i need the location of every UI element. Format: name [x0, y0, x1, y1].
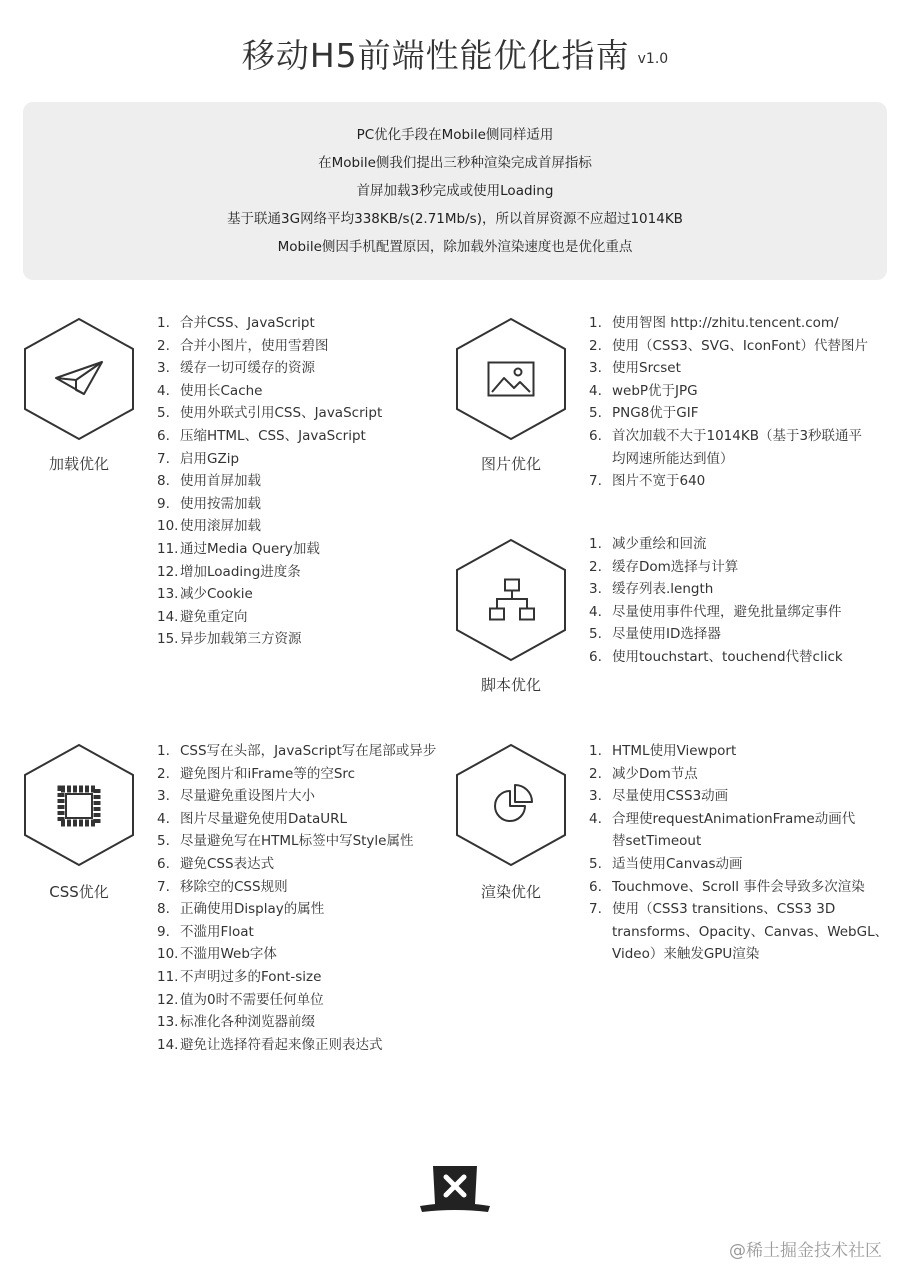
item-number: 2. [157, 765, 170, 782]
item-text: 避免重定向 [180, 608, 248, 625]
item-text: 缓存Dom选择与计算 [612, 558, 739, 575]
item-number: 11. [157, 968, 179, 985]
item-number: 4. [589, 382, 602, 399]
list-item [157, 785, 436, 808]
item-text: 减少重绘和回流 [612, 536, 707, 552]
item-text: 均网速所能达到值） [612, 450, 734, 467]
item-number: 2. [157, 337, 170, 354]
item-number: 7. [589, 901, 602, 918]
item-number [589, 830, 612, 853]
item-text: 缓存列表.length [612, 581, 714, 598]
list-item [157, 515, 382, 538]
stamp-frame-icon [56, 784, 102, 832]
item-text: Video）来触发GPU渲染 [612, 946, 760, 963]
item-text: 替setTimeout [612, 833, 702, 850]
summary-line: Mobile侧因手机配置原因，除加载外渲染速度也是优化重点 [277, 239, 633, 255]
list-item [589, 470, 868, 493]
item-number: 6. [589, 427, 602, 444]
item-number: 5. [589, 405, 602, 422]
item-number: 2. [589, 765, 602, 782]
load-list [157, 312, 382, 651]
list-item [157, 921, 436, 944]
item-text: 减少Dom节点 [612, 765, 698, 782]
item-number: 5. [589, 626, 602, 643]
list-item [157, 335, 382, 358]
item-number: 14. [157, 608, 179, 625]
list-item [589, 312, 868, 335]
item-text: 避免CSS表达式 [180, 855, 275, 872]
item-text: 使用外联式引用CSS、JavaScript [180, 405, 383, 422]
summary-line: 在Mobile侧我们提出三秒种渲染完成首屏指标 [318, 155, 592, 171]
watermark: @稀土掘金技术社区 [729, 1241, 882, 1261]
item-number: 1. [157, 743, 170, 759]
list-item [157, 740, 436, 763]
list-item [157, 312, 382, 335]
render-list [589, 740, 888, 966]
item-number: 1. [589, 743, 602, 759]
item-text: 启用GZip [180, 450, 240, 467]
item-number: 3. [589, 788, 602, 805]
list-item [157, 448, 382, 471]
item-number: 7. [157, 878, 170, 895]
script-list [589, 533, 843, 669]
section-label: 脚本优化 [480, 676, 541, 694]
item-text: 适当使用Canvas动画 [612, 855, 743, 872]
list-item [589, 533, 843, 556]
item-text: 通过Media Query加载 [180, 540, 320, 557]
item-number [589, 921, 612, 944]
item-text: PNG8优于GIF [612, 405, 699, 422]
item-text: 使用（CSS3、SVG、IconFont）代替图片 [612, 337, 869, 354]
item-number: 5. [157, 405, 170, 422]
item-number: 2. [589, 558, 602, 575]
list-item [157, 898, 436, 921]
list-item [157, 380, 382, 403]
list-item [157, 583, 382, 606]
list-item [157, 628, 382, 651]
item-text: CSS写在头部，JavaScript写在尾部或异步 [180, 743, 437, 759]
item-number: 1. [157, 315, 170, 331]
item-text: 使用touchstart、touchend代替click [612, 648, 843, 665]
item-text: 移除空的CSS规则 [180, 878, 288, 895]
item-number: 4. [157, 810, 170, 827]
list-item [589, 335, 868, 358]
list-item [157, 830, 436, 853]
list-item [589, 763, 888, 786]
item-text: 合并CSS、JavaScript [180, 315, 315, 331]
item-text: 尽量使用事件代理，避免批量绑定事件 [612, 603, 842, 620]
list-item [589, 943, 888, 966]
item-text: webP优于JPG [612, 382, 698, 399]
item-text: 避免图片和iFrame等的空Src [180, 765, 356, 782]
list-item [589, 556, 843, 579]
paper-plane-icon [54, 358, 104, 402]
item-number: 7. [589, 473, 602, 490]
item-text: 不滥用Web字体 [180, 946, 277, 963]
list-item [589, 853, 888, 876]
item-number: 6. [157, 427, 170, 444]
item-number: 12. [157, 991, 179, 1008]
item-text: 减少Cookie [180, 586, 253, 603]
list-item [157, 357, 382, 380]
list-item [589, 402, 868, 425]
item-text: 尽量使用CSS3动画 [612, 788, 729, 805]
item-number: 5. [157, 833, 170, 850]
item-text: 图片不宽于640 [612, 473, 706, 490]
item-text: 首次加载不大于1014KB（基于3秒联通平 [612, 427, 863, 444]
item-text: 不滥用Float [180, 923, 254, 940]
list-item [589, 876, 888, 899]
item-text: 图片尽量避免使用DataURL [180, 810, 348, 827]
list-item [589, 578, 843, 601]
section-label: CSS优化 [49, 883, 109, 901]
item-text: 避免让选择符看起来像正则表达式 [180, 1036, 383, 1053]
list-item [589, 380, 868, 403]
summary-line: 基于联通3G网络平均338KB/s(2.71Mb/s)，所以首屏资源不应超过1014KB [227, 211, 683, 227]
list-item [157, 493, 382, 516]
list-item [157, 606, 382, 629]
list-item [589, 448, 868, 471]
item-text: 异步加载第三方资源 [180, 631, 302, 648]
item-number: 3. [157, 360, 170, 377]
item-number: 14. [157, 1036, 179, 1053]
item-text: 正确使用Display的属性 [180, 901, 325, 918]
item-text: transforms、Opacity、Canvas、WebGL、 [612, 923, 889, 940]
item-number: 10. [157, 518, 179, 535]
list-item [589, 601, 843, 624]
item-text: Touchmove、Scroll 事件会导致多次渲染 [612, 878, 865, 895]
item-text: 使用首屏加载 [180, 473, 261, 490]
list-item [157, 808, 436, 831]
summary-line: 首屏加载3秒完成或使用Loading [356, 183, 554, 199]
pie-chart-icon [489, 782, 535, 832]
list-item [157, 561, 382, 584]
item-number: 3. [589, 360, 602, 377]
image-list [589, 312, 868, 493]
list-item [589, 357, 868, 380]
item-text: 使用Srcset [612, 360, 681, 377]
item-text: 尽量使用ID选择器 [612, 626, 721, 643]
item-number: 10. [157, 946, 179, 963]
list-item [157, 853, 436, 876]
item-number: 9. [157, 495, 170, 512]
item-number: 4. [157, 382, 170, 399]
item-number: 8. [157, 901, 170, 918]
list-item [157, 402, 382, 425]
list-item [157, 876, 436, 899]
item-text: 使用智图 http://zhitu.tencent.com/ [612, 315, 839, 331]
summary-line: PC优化手段在Mobile侧同样适用 [356, 127, 554, 143]
list-item [157, 989, 436, 1012]
list-item [589, 646, 843, 669]
item-number: 13. [157, 586, 179, 603]
item-text: 尽量避免写在HTML标签中写Style属性 [180, 833, 414, 850]
item-number: 6. [157, 855, 170, 872]
picture-icon [487, 361, 535, 401]
list-item [589, 623, 843, 646]
top-hat-logo-icon [418, 1164, 492, 1220]
item-number [589, 943, 612, 966]
item-number: 1. [589, 315, 602, 331]
item-text: 压缩HTML、CSS、JavaScript [180, 427, 366, 444]
item-text: 使用滚屏加载 [180, 518, 261, 535]
item-text: 增加Loading进度条 [180, 563, 301, 580]
list-item [157, 943, 436, 966]
list-item [157, 1011, 436, 1034]
summary-box [23, 102, 887, 280]
list-item [157, 763, 436, 786]
item-text: 缓存一切可缓存的资源 [180, 360, 315, 377]
section-label: 图片优化 [480, 455, 541, 473]
item-number: 1. [589, 536, 602, 552]
list-item [589, 740, 888, 763]
list-item [589, 921, 888, 944]
section-label: 加载优化 [48, 455, 109, 473]
list-item [157, 538, 382, 561]
list-item [589, 830, 888, 853]
item-number: 3. [157, 788, 170, 805]
list-item [589, 785, 888, 808]
item-text: 值为0时不需要任何单位 [180, 991, 324, 1008]
list-item [589, 808, 888, 831]
item-number: 8. [157, 473, 170, 490]
list-item [589, 425, 868, 448]
item-number: 15. [157, 631, 179, 648]
item-text: 合并小图片，使用雪碧图 [180, 337, 329, 354]
item-text: 合理使requestAnimationFrame动画代 [612, 810, 856, 827]
item-number: 6. [589, 878, 602, 895]
item-number: 5. [589, 855, 602, 872]
item-number: 12. [157, 563, 179, 580]
item-text: 使用（CSS3 transitions、CSS3 3D [612, 901, 836, 918]
sitemap-icon [488, 578, 536, 626]
item-text: 使用按需加载 [180, 495, 261, 512]
item-number: 2. [589, 337, 602, 354]
list-item [157, 1034, 436, 1057]
list-item [157, 966, 436, 989]
item-number: 7. [157, 450, 170, 467]
title-main: 移动H5前端性能优化指南 [241, 36, 630, 75]
item-number: 4. [589, 603, 602, 620]
item-text: 标准化各种浏览器前缀 [180, 1014, 315, 1031]
item-number: 3. [589, 581, 602, 598]
page-title [0, 30, 910, 77]
title-version: v1.0 [637, 51, 669, 67]
item-text: 不声明过多的Font-size [180, 968, 322, 985]
item-text: HTML使用Viewport [612, 743, 737, 759]
item-number: 11. [157, 540, 179, 557]
list-item [589, 898, 888, 921]
list-item [157, 470, 382, 493]
item-text: 使用长Cache [180, 382, 263, 399]
list-item [157, 425, 382, 448]
item-number [589, 448, 612, 471]
section-label: 渲染优化 [480, 883, 541, 901]
item-number: 13. [157, 1014, 179, 1031]
item-number: 9. [157, 923, 170, 940]
item-number: 6. [589, 648, 602, 665]
item-number: 4. [589, 810, 602, 827]
item-text: 尽量避免重设图片大小 [180, 788, 315, 805]
css-list [157, 740, 436, 1056]
